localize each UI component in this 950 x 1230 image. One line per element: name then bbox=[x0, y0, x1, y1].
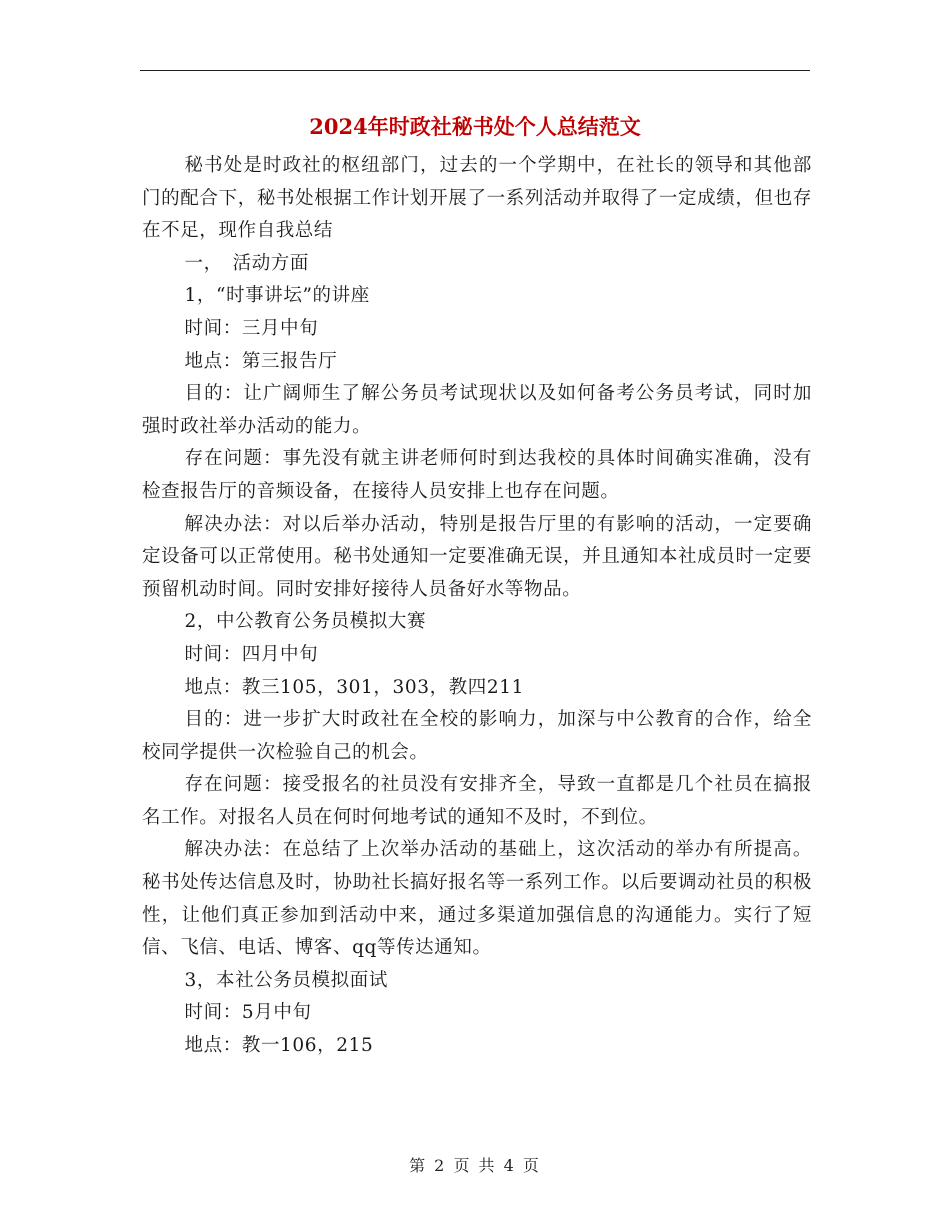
item-2-solutions: 解决办法：在总结了上次举办活动的基础上，这次活动的举办有所提高。秘书处传达信息及时，协助社长搞好报名等一系列工作。以后要调动社员的积极性，让他们真正参加到活动中来，通过多渠道加强信息的沟通能力。实行了短信、飞信、电话、博客、qq等传达通知。 bbox=[142, 839, 812, 959]
item-3-location: 地点：教一106，215 bbox=[184, 1035, 374, 1057]
item-1-time: 时间：三月中旬 bbox=[184, 317, 319, 339]
paragraph-intro: 秘书处是时政社的枢纽部门，过去的一个学期中，在社长的领导和其他部门的配合下，秘书处根据工作计划开展了一系列活动并取得了一定成绩，但也存在不足，现作自我总结 bbox=[142, 155, 812, 242]
item-2-time: 时间：四月中旬 bbox=[184, 643, 319, 665]
document-title: 2024年时政社秘书处个人总结范文 bbox=[309, 114, 641, 139]
item-2-location: 地点：教三105，301，303，教四211 bbox=[184, 676, 524, 698]
section-heading: 一， 活动方面 bbox=[184, 252, 309, 274]
item-2-problems: 存在问题：接受报名的社员没有安排齐全，导致一直都是几个社员在搞报名工作。对报名人员在何时何地考试的通知不及时，不到位。 bbox=[142, 774, 812, 828]
item-2-purpose: 目的：进一步扩大时政社在全校的影响力，加深与中公教育的合作，给全校同学提供一次检验自己的机会。 bbox=[142, 709, 812, 763]
item-1-location: 地点：第三报告厅 bbox=[184, 350, 338, 372]
header-rule bbox=[140, 70, 810, 71]
item-heading-2: 2，中公教育公务员模拟大赛 bbox=[184, 611, 427, 633]
page-footer: 第 2 页 共 4 页 bbox=[409, 1156, 541, 1175]
item-1-solutions: 解决办法：对以后举办活动，特别是报告厅里的有影响的活动，一定要确定设备可以正常使用。秘书处通知一定要准确无误，并且通知本社成员时一定要预留机动时间。同时安排好接待人员备好水等物品。 bbox=[142, 513, 812, 600]
item-1-problems: 存在问题：事先没有就主讲老师何时到达我校的具体时间确实准确，没有检查报告厅的音频设备，在接待人员安排上也存在问题。 bbox=[142, 448, 812, 502]
item-heading-3: 3，本社公务员模拟面试 bbox=[184, 969, 388, 991]
document-body bbox=[142, 150, 812, 1063]
item-3-time: 时间：5月中旬 bbox=[184, 1002, 312, 1024]
item-heading-1: 1，“时事讲坛”的讲座 bbox=[184, 285, 370, 307]
item-1-purpose: 目的：让广阔师生了解公务员考试现状以及如何备考公务员考试，同时加强时政社举办活动的能力。 bbox=[142, 383, 812, 437]
